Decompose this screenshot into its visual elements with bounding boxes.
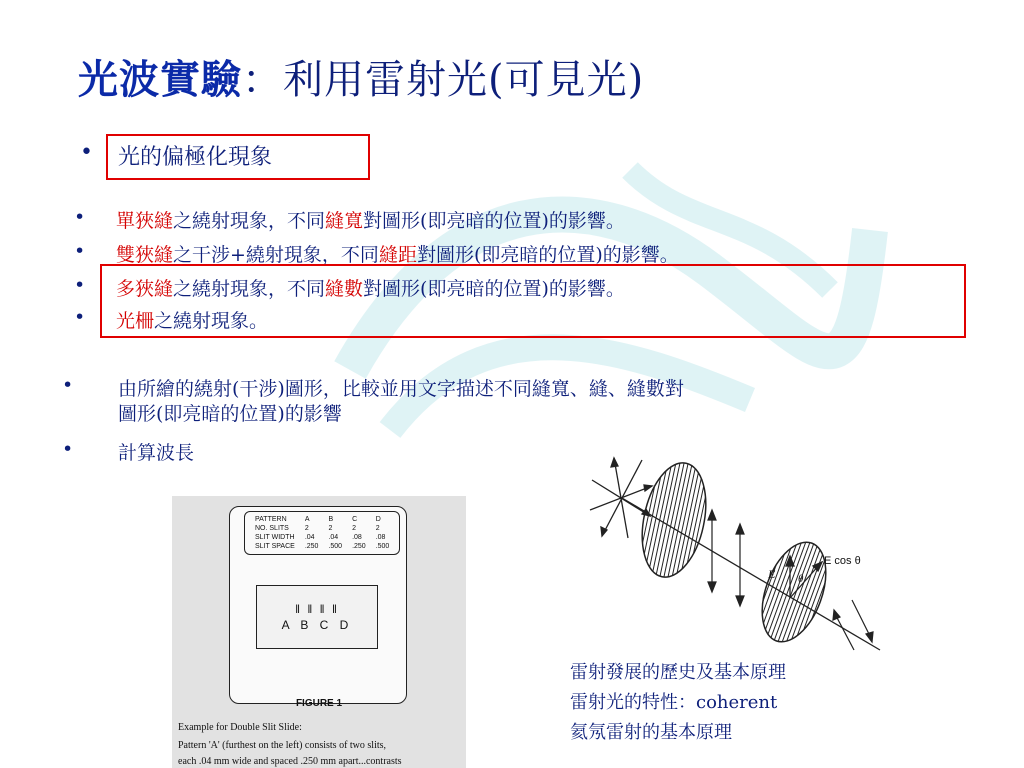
figure-example: Example for Double Slit Slide: — [178, 722, 302, 733]
list-item — [74, 306, 269, 333]
bullet: • — [62, 374, 74, 396]
slit-letters: A B C D — [281, 618, 353, 632]
table-cell: .500 — [375, 543, 390, 550]
bullet: • — [80, 140, 93, 165]
table-header-row — [251, 516, 393, 523]
table-row — [251, 525, 393, 532]
table-row — [251, 543, 393, 550]
item-text: 之繞射現象，不同 — [173, 210, 326, 232]
table-cell: 2 — [352, 525, 356, 532]
slide-title — [78, 48, 644, 105]
list-item — [74, 240, 679, 267]
table-cell: .250 — [352, 543, 366, 550]
table-cell: A — [304, 516, 310, 523]
figure-pattern-text-2: each .04 mm wide and spaced .250 mm apart...contrasts — [178, 756, 402, 767]
table-cell: .04 — [328, 534, 339, 541]
table-cell: .04 — [304, 534, 315, 541]
item-text: 對圖形(即亮暗的位置)的影響。 — [363, 278, 625, 300]
figure-label: FIGURE 1 — [295, 698, 343, 709]
task-line: 計算波長 — [118, 442, 195, 464]
bullet: • — [74, 206, 86, 228]
bullet: • — [62, 438, 74, 460]
label-theta: θ — [798, 573, 804, 585]
bullet: • — [74, 274, 86, 296]
label-ecos: E cos θ — [824, 555, 861, 567]
slit-glyphs: ‖ ‖ ‖ ‖ — [295, 602, 339, 616]
item-keyword: 雙狹縫 — [116, 244, 174, 266]
section-label — [80, 140, 273, 171]
item-keyword: 光柵 — [116, 310, 155, 332]
task-item — [62, 438, 195, 465]
task-line: 由所繪的繞射(干涉)圖形，比較並用文字描述不同縫寬、縫、縫數對 — [118, 378, 684, 400]
title-rest: ：利用雷射光(可見光) — [242, 57, 645, 103]
polarizer-svg — [562, 440, 892, 660]
polarized-arrows — [708, 510, 744, 606]
table-cell: SLIT WIDTH — [255, 534, 295, 541]
slit-spec-table — [244, 511, 400, 555]
bullet: • — [74, 240, 86, 262]
list-item — [74, 206, 625, 233]
polarizer-1 — [633, 457, 716, 583]
table-cell: D — [375, 516, 381, 523]
item-keyword: 縫數 — [325, 278, 364, 300]
table-cell: .250 — [304, 543, 319, 550]
bullet: • — [74, 306, 86, 328]
slit-pattern-window — [256, 585, 378, 649]
figure1-slide-image — [172, 496, 466, 768]
table-cell: 2 — [304, 525, 309, 532]
item-keyword: 單狹縫 — [116, 210, 174, 232]
item-text: 之干涉+繞射現象，不同 — [173, 244, 379, 266]
item-text: 對圖形(即亮暗的位置)的影響。 — [416, 244, 679, 266]
caption-line: 雷射光的特性：coherent — [570, 692, 778, 713]
item-text: 對圖形(即亮暗的位置)的影響。 — [363, 210, 625, 232]
polarization-diagram — [562, 440, 892, 660]
item-keyword: 多狹縫 — [116, 278, 174, 300]
title-bold: 光波實驗 — [78, 56, 242, 103]
item-text: 之繞射現象。 — [154, 310, 269, 332]
task-item — [62, 374, 684, 426]
label-e: E — [768, 567, 776, 581]
table-cell: .08 — [352, 534, 362, 541]
item-keyword: 縫距 — [378, 244, 417, 266]
polarizer-2 — [750, 534, 838, 651]
section-label-text: 光的偏極化現象 — [118, 145, 273, 170]
table-cell: NO. SLITS — [255, 525, 289, 532]
table-cell: SLIT SPACE — [255, 543, 295, 550]
caption-line: 氦氖雷射的基本原理 — [570, 722, 732, 743]
table-cell: C — [352, 516, 358, 523]
caption-line: 雷射發展的歷史及基本原理 — [570, 662, 786, 683]
table-cell: PATTERN — [255, 516, 287, 523]
figure-pattern-text: Pattern 'A' (furthest on the left) consists of two slits, — [178, 740, 387, 751]
table-cell: 2 — [328, 525, 333, 532]
table-cell: .500 — [328, 543, 343, 550]
table-cell: B — [328, 516, 334, 523]
table-row — [251, 534, 393, 541]
table-cell: 2 — [375, 525, 380, 532]
list-item — [74, 274, 625, 301]
task-line: 圖形(即亮暗的位置)的影響 — [118, 403, 342, 425]
item-text: 之繞射現象，不同 — [173, 278, 326, 300]
table-cell: .08 — [375, 534, 386, 541]
slide-card — [229, 506, 407, 704]
item-keyword: 縫寬 — [325, 210, 364, 232]
